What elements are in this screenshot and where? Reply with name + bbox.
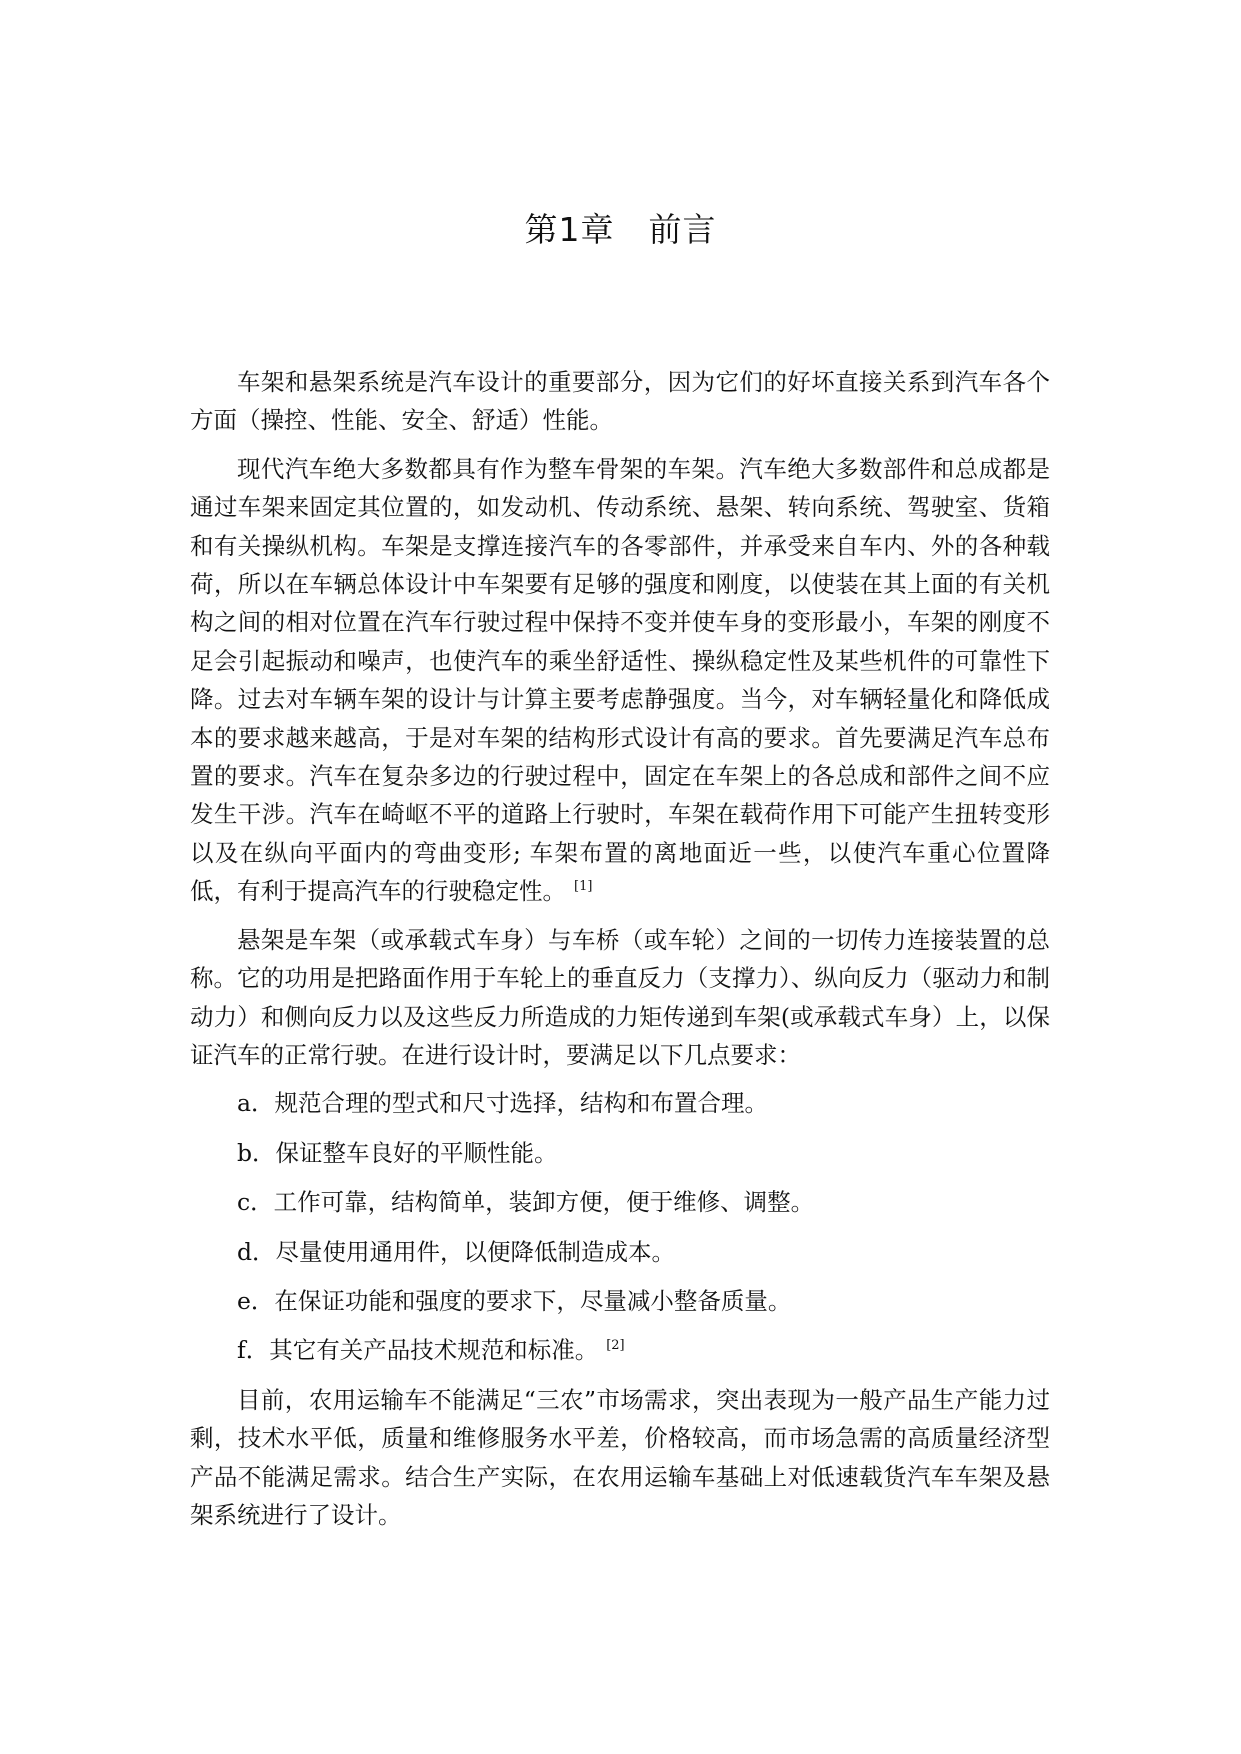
requirement-item	[190, 1084, 1050, 1122]
document-body	[190, 363, 1050, 1544]
paragraph-text: 悬架是车架（或承载式车身）与车桥（或车轮）之间的一切传力连接装置的总称。它的功用是把路面作用于车轮上的垂直反力（支撑力）、纵向反力（驱动力和制动力）和侧向反力以及这些反力所造成的力矩传递到车架(或承载式车身）上，以保证汽车的正常行驶。在进行设计时，要满足以下几点要求：	[190, 925, 1050, 1069]
requirement-text: a．规范合理的型式和尺寸选择，结构和布置合理。	[237, 1089, 769, 1118]
requirement-item	[190, 1183, 1050, 1221]
paragraph-text: 目前，农用运输车不能满足“三农”市场需求，突出表现为一般产品生产能力过剩，技术水平低，质量和维修服务水平差，价格较高，而市场急需的高质量经济型产品不能满足需求。结合生产实际，在农用运输车基础上对低速载货汽车车架及悬架系统进行了设计。	[190, 1385, 1050, 1529]
requirement-text: b．保证整车良好的平顺性能。	[237, 1138, 558, 1167]
paragraph-frame	[190, 450, 1050, 911]
requirement-item	[190, 1282, 1050, 1320]
paragraph-text: 车架和悬架系统是汽车设计的重要部分，因为它们的好坏直接关系到汽车各个方面（操控、性能、安全、舒适）性能。	[190, 368, 1050, 435]
requirement-text: d．尽量使用通用件，以便降低制造成本。	[237, 1237, 676, 1266]
paragraph-closing	[190, 1381, 1050, 1535]
chapter-title: 第1章 前言	[524, 210, 717, 249]
requirement-text: e．在保证功能和强度的要求下，尽量减小整备质量。	[237, 1286, 792, 1315]
paragraph-text: 现代汽车绝大多数都具有作为整车骨架的车架。汽车绝大多数部件和总成都是通过车架来固定其位置的，如发动机、传动系统、悬架、转向系统、驾驶室、货箱和有关操纵机构。车架是支撑连接汽车的各零部件，并承受来自车内、外的各种载荷，所以在车辆总体设计中车架要有足够的强度和刚度，以使装在其上面的有关机构之间的相对位置在汽车行驶过程中保持不变并使车身的变形最小，车架的刚度不足会引起振动和噪声，也使汽车的乘坐舒适性、操纵稳定性及某些机件的可靠性下降。过去对车辆车架的设计与计算主要考虑静强度。当今，对车辆轻量化和降低成本的要求越来越高，于是对车架的结构形式设计有高的要求。首先要满足汽车总布置的要求。汽车在复杂多边的行驶过程中，固定在车架上的各总成和部件之间不应发生干涉。汽车在崎岖不平的道路上行驶时，车架在载荷作用下可能产生扭转变形以及在纵向平面内的弯曲变形; 车架布置的离地面近一些，以使汽车重心位置降低，有利于提高汽车的行驶稳定性。	[190, 454, 1050, 906]
requirement-text: f．其它有关产品技术规范和标准。	[237, 1336, 599, 1365]
paragraph-intro	[190, 363, 1050, 440]
paragraph-suspension	[190, 921, 1050, 1075]
requirement-item	[190, 1134, 1050, 1172]
citation-reference[interactable]: [2]	[606, 1338, 625, 1354]
citation-reference[interactable]: [1]	[574, 879, 593, 895]
requirement-text: c．工作可靠，结构简单，装卸方便，便于维修、调整。	[237, 1188, 815, 1217]
requirement-item	[190, 1331, 1050, 1369]
requirement-item	[190, 1233, 1050, 1271]
